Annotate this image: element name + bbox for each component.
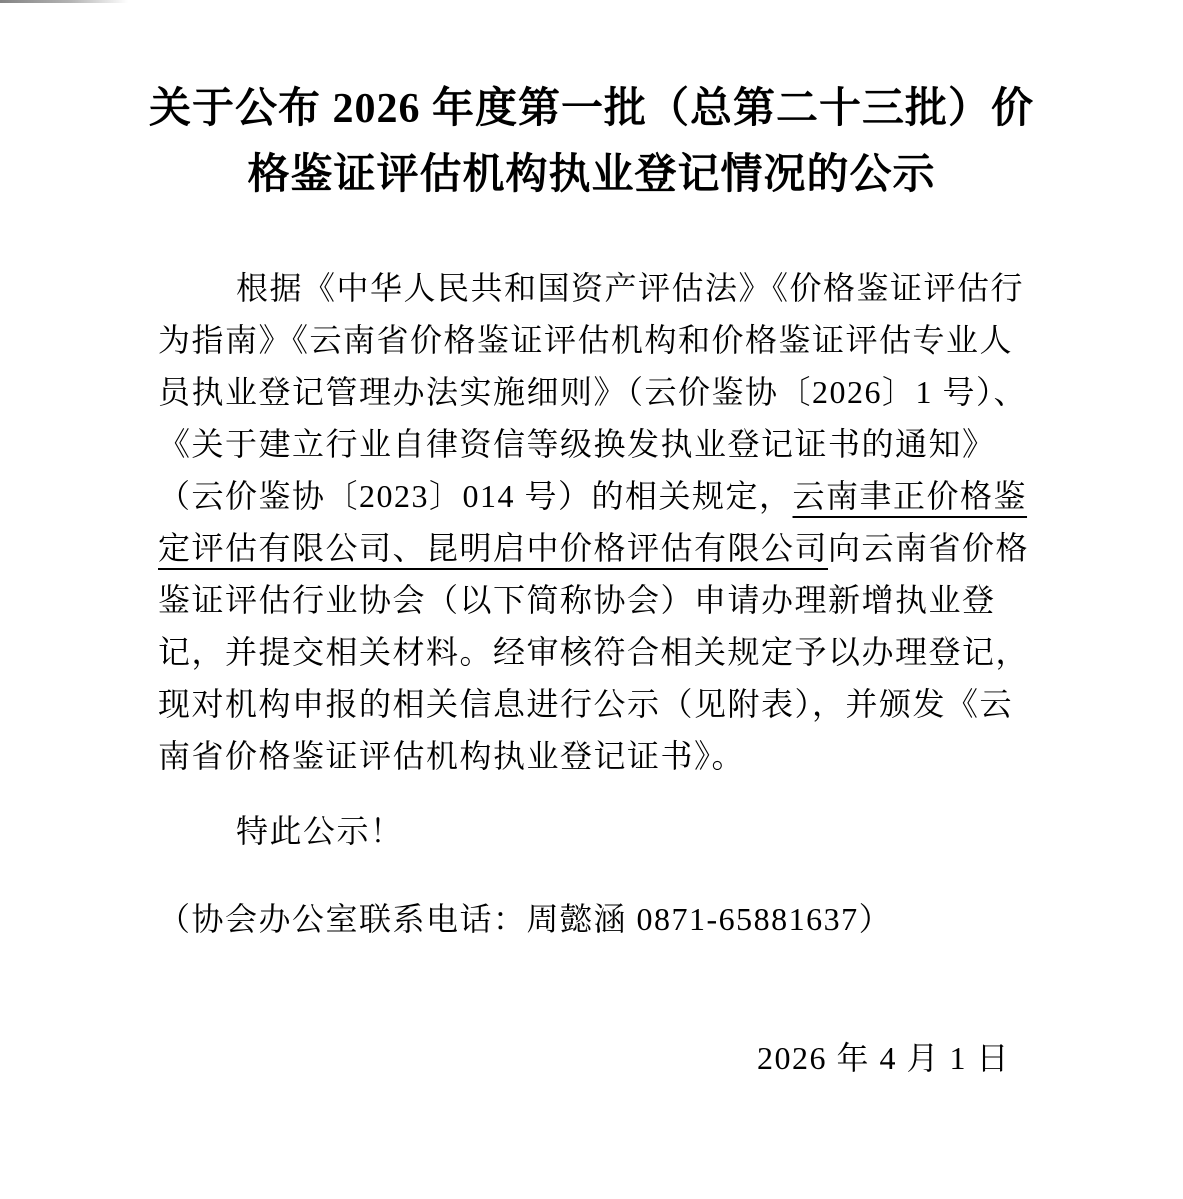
- closing-statement: 特此公示！: [236, 813, 404, 849]
- body-line-5: [158, 470, 1183, 522]
- body-text-segment: 记，并提交相关材料。经审核符合相关规定予以办理登记，: [158, 634, 1030, 670]
- body-line-3: [158, 366, 1183, 418]
- body-line-1: [158, 262, 1183, 314]
- document-title-line-1: 关于公布 2026 年度第一批（总第二十三批）价: [148, 86, 1034, 132]
- body-line-4: [158, 418, 1183, 470]
- body-line-9: [158, 678, 1183, 730]
- body-line-8: [158, 626, 1183, 678]
- body-line-6: [158, 522, 1183, 574]
- body-text-segment: 现对机构申报的相关信息进行公示（见附表），并颁发《云: [158, 686, 1014, 722]
- document-date: 2026 年 4 月 1 日: [756, 1040, 1010, 1076]
- document-body: [0, 262, 1183, 782]
- body-text-segment: 向云南省价格: [828, 530, 1030, 566]
- document-title: [0, 76, 1183, 208]
- body-line-2: [158, 314, 1183, 366]
- body-text-segment: 《关于建立行业自律资信等级换发执业登记证书的通知》: [158, 426, 996, 462]
- contact-line: （协会办公室联系电话：周懿涵 0871-65881637）: [158, 901, 893, 937]
- body-line-10: [158, 730, 1183, 782]
- underlined-company-names: 定评估有限公司、昆明启中价格评估有限公司: [158, 530, 829, 566]
- body-text-segment: 南省价格鉴证评估机构执业登记证书》。: [158, 738, 746, 774]
- document-title-line-2: 格鉴证评估机构执业登记情况的公示: [247, 152, 936, 198]
- body-text-segment: 为指南》《云南省价格鉴证评估机构和价格鉴证评估专业人: [158, 322, 1014, 358]
- body-text-segment: （云价鉴协〔2023〕014 号）的相关规定，: [158, 478, 793, 514]
- body-line-7: [158, 574, 1183, 626]
- underlined-company-names: 云南聿正价格鉴: [792, 478, 1028, 514]
- body-text-segment: 根据《中华人民共和国资产评估法》《价格鉴证评估行: [236, 270, 1025, 306]
- body-text-segment: 鉴证评估行业协会（以下简称协会）申请办理新增执业登: [158, 582, 996, 618]
- body-text-segment: 员执业登记管理办法实施细则》（云价鉴协〔2026〕1 号）、: [158, 374, 1028, 410]
